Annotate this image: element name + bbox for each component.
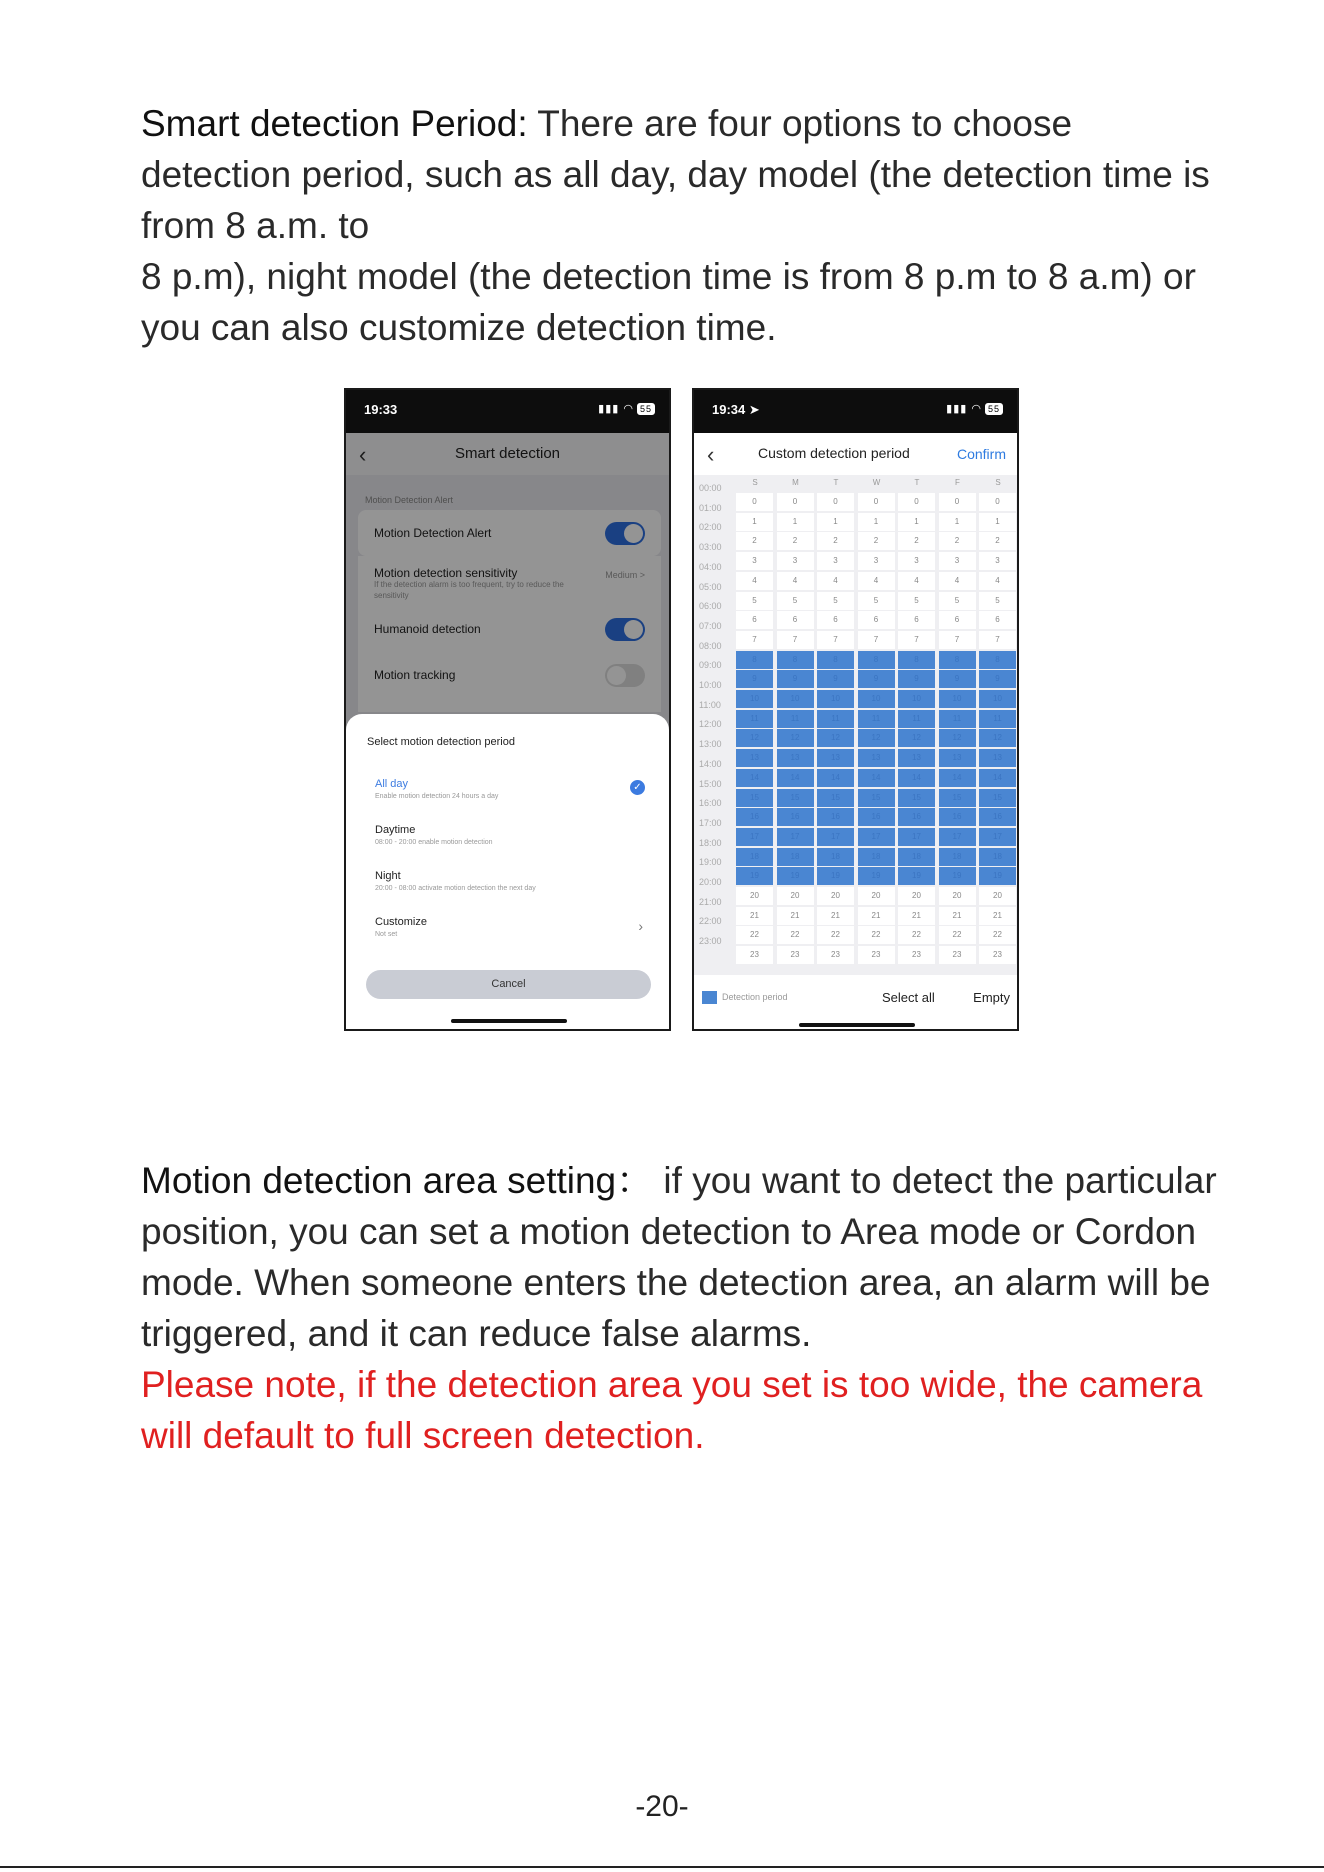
option-sub: Enable motion detection 24 hours a day xyxy=(375,793,499,800)
time-slot-cell[interactable]: 21 xyxy=(777,907,814,925)
schedule-footer xyxy=(694,977,1017,1031)
battery-icon: 55 xyxy=(637,403,655,415)
hour-label: 05:00 xyxy=(699,581,722,592)
time-slot-cell[interactable]: 8 xyxy=(777,651,814,669)
home-indicator xyxy=(451,1019,567,1023)
time-slot-cell[interactable]: 4 xyxy=(939,572,976,590)
time-slot-cell[interactable]: 0 xyxy=(898,493,935,511)
time-slot-cell[interactable]: 15 xyxy=(736,789,773,807)
time-slot-cell[interactable]: 11 xyxy=(939,710,976,728)
time-slot-cell[interactable]: 18 xyxy=(939,848,976,866)
time-slot-cell[interactable]: 13 xyxy=(979,749,1016,767)
legend-swatch xyxy=(702,991,717,1004)
time-slot-cell[interactable]: 11 xyxy=(898,710,935,728)
time-slot-cell[interactable]: 16 xyxy=(858,808,895,826)
hour-label: 14:00 xyxy=(699,758,722,769)
time-slot-cell[interactable]: 17 xyxy=(817,828,854,846)
time-slot-cell[interactable]: 20 xyxy=(736,887,773,905)
time-slot-cell[interactable]: 20 xyxy=(939,887,976,905)
hour-label: 02:00 xyxy=(699,522,722,533)
home-indicator xyxy=(799,1023,915,1027)
back-chevron-icon[interactable]: ‹ xyxy=(707,442,715,467)
time-slot-cell[interactable]: 23 xyxy=(736,946,773,964)
option-label: Customize xyxy=(375,916,427,928)
time-slot-cell[interactable]: 12 xyxy=(736,729,773,747)
time-slot-cell[interactable]: 4 xyxy=(817,572,854,590)
option-label: Night xyxy=(375,870,401,882)
time-slot-cell[interactable]: 2 xyxy=(979,532,1016,550)
time-slot-cell[interactable]: 12 xyxy=(979,729,1016,747)
time-slot-cell[interactable]: 15 xyxy=(979,789,1016,807)
time-slot-cell[interactable]: 11 xyxy=(817,710,854,728)
time-slot-cell[interactable]: 8 xyxy=(979,651,1016,669)
option-label: Daytime xyxy=(375,824,416,836)
time-slot-cell[interactable]: 22 xyxy=(736,926,773,944)
setting-sub: If the detection alarm is too frequent, try to reduce the sensitivity xyxy=(374,580,564,600)
intro-text-2: 8 p.m), night model (the detection time is from 8 p.m to 8 a.m) or you can also customize detection time. xyxy=(141,256,1196,348)
back-chevron-icon[interactable]: ‹ xyxy=(359,442,367,467)
time-slot-cell[interactable]: 23 xyxy=(979,946,1016,964)
hour-label: 09:00 xyxy=(699,660,722,671)
time-slot-cell[interactable]: 14 xyxy=(898,769,935,787)
time-slot-cell[interactable]: 22 xyxy=(817,926,854,944)
time-slot-cell[interactable]: 1 xyxy=(777,513,814,531)
time-slot-cell[interactable]: 19 xyxy=(939,867,976,885)
option-daytime[interactable] xyxy=(375,824,645,846)
hour-label: 12:00 xyxy=(699,719,722,730)
time-slot-cell[interactable]: 17 xyxy=(858,828,895,846)
time-slot-cell[interactable]: 1 xyxy=(736,513,773,531)
time-slot-cell[interactable]: 5 xyxy=(979,592,1016,610)
time-slot-cell[interactable]: 16 xyxy=(939,808,976,826)
time-slot-cell[interactable]: 10 xyxy=(898,690,935,708)
time-slot-cell[interactable]: 2 xyxy=(777,532,814,550)
time-slot-cell[interactable]: 6 xyxy=(777,611,814,629)
checkmark-icon: ✓ xyxy=(630,780,645,795)
signal-wifi-icon: ▮▮▮ ◠ xyxy=(598,403,634,415)
hour-label: 11:00 xyxy=(699,699,721,710)
time-slot-cell[interactable]: 2 xyxy=(817,532,854,550)
time-slot-cell[interactable]: 20 xyxy=(858,887,895,905)
time-slot-cell[interactable]: 2 xyxy=(858,532,895,550)
schedule-grid xyxy=(694,475,1017,975)
time-slot-cell[interactable]: 14 xyxy=(858,769,895,787)
time-slot-cell[interactable]: 7 xyxy=(939,631,976,649)
status-bar xyxy=(694,390,1017,433)
time-slot-cell[interactable]: 0 xyxy=(777,493,814,511)
day-header: F xyxy=(955,478,960,487)
intro-text: There are four options to choose detection period, such as all day, day model (the detection time is from 8 a.m. to xyxy=(141,103,1210,246)
option-customize[interactable] xyxy=(375,916,645,938)
time-slot-cell[interactable]: 15 xyxy=(939,789,976,807)
time-slot-cell[interactable]: 3 xyxy=(898,552,935,570)
day-header: S xyxy=(752,478,758,487)
time-slot-cell[interactable]: 18 xyxy=(777,848,814,866)
status-time: 19:33 xyxy=(364,402,398,417)
time-slot-cell[interactable]: 23 xyxy=(858,946,895,964)
status-icons xyxy=(946,402,1003,415)
time-slot-cell[interactable]: 17 xyxy=(939,828,976,846)
time-slot-cell[interactable]: 2 xyxy=(939,532,976,550)
time-slot-cell[interactable]: 11 xyxy=(736,710,773,728)
time-slot-cell[interactable]: 9 xyxy=(979,670,1016,688)
time-slot-cell[interactable]: 6 xyxy=(736,611,773,629)
time-slot-cell[interactable]: 0 xyxy=(817,493,854,511)
time-slot-cell[interactable]: 11 xyxy=(979,710,1016,728)
time-slot-cell[interactable]: 16 xyxy=(777,808,814,826)
time-slot-cell[interactable]: 1 xyxy=(817,513,854,531)
time-slot-cell[interactable]: 5 xyxy=(898,592,935,610)
time-slot-cell[interactable]: 23 xyxy=(898,946,935,964)
time-slot-cell[interactable]: 5 xyxy=(858,592,895,610)
time-slot-cell[interactable]: 3 xyxy=(817,552,854,570)
custom-period-screenshot xyxy=(692,388,1019,1031)
option-label: All day xyxy=(375,778,409,790)
section-label: Motion Detection Alert xyxy=(365,495,454,505)
day-header: W xyxy=(872,478,881,487)
time-slot-cell[interactable]: 6 xyxy=(939,611,976,629)
time-slot-cell[interactable]: 14 xyxy=(817,769,854,787)
option-all-day[interactable] xyxy=(375,778,645,800)
time-slot-cell[interactable]: 16 xyxy=(736,808,773,826)
time-slot-cell[interactable]: 4 xyxy=(858,572,895,590)
time-slot-cell[interactable]: 6 xyxy=(858,611,895,629)
time-slot-cell[interactable]: 20 xyxy=(898,887,935,905)
time-slot-cell[interactable]: 19 xyxy=(979,867,1016,885)
time-slot-cell[interactable]: 22 xyxy=(939,926,976,944)
time-slot-cell[interactable]: 9 xyxy=(817,670,854,688)
time-slot-cell[interactable]: 0 xyxy=(858,493,895,511)
time-slot-cell[interactable]: 21 xyxy=(979,907,1016,925)
intro-lead: Smart detection Period: xyxy=(141,103,528,144)
time-slot-cell[interactable]: 10 xyxy=(777,690,814,708)
setting-label: Motion tracking xyxy=(374,668,456,682)
cancel-button[interactable]: Cancel xyxy=(366,970,651,999)
nav-title: Custom detection period xyxy=(758,445,910,461)
time-slot-cell[interactable]: 7 xyxy=(777,631,814,649)
hour-label: 19:00 xyxy=(699,857,722,868)
time-slot-cell[interactable]: 7 xyxy=(979,631,1016,649)
time-slot-cell[interactable]: 5 xyxy=(777,592,814,610)
bottom-rule xyxy=(0,1866,1324,1868)
time-slot-cell[interactable]: 3 xyxy=(858,552,895,570)
time-slot-cell[interactable]: 16 xyxy=(817,808,854,826)
time-slot-cell[interactable]: 23 xyxy=(817,946,854,964)
hour-label: 23:00 xyxy=(699,936,722,947)
time-slot-cell[interactable]: 22 xyxy=(979,926,1016,944)
time-slot-cell[interactable]: 21 xyxy=(736,907,773,925)
time-slot-cell[interactable]: 10 xyxy=(736,690,773,708)
status-icons xyxy=(598,402,655,415)
time-slot-cell[interactable]: 5 xyxy=(736,592,773,610)
option-sub: 20:00 - 08:00 activate motion detection the next day xyxy=(375,885,536,892)
time-slot-cell[interactable]: 19 xyxy=(898,867,935,885)
time-slot-cell[interactable]: 10 xyxy=(979,690,1016,708)
status-time: 19:34 ➤ xyxy=(712,402,760,417)
time-slot-cell[interactable]: 20 xyxy=(817,887,854,905)
time-slot-cell[interactable]: 11 xyxy=(777,710,814,728)
time-slot-cell[interactable]: 9 xyxy=(939,670,976,688)
time-slot-cell[interactable]: 8 xyxy=(858,651,895,669)
time-slot-cell[interactable]: 17 xyxy=(736,828,773,846)
time-slot-cell[interactable]: 8 xyxy=(898,651,935,669)
time-slot-cell[interactable]: 21 xyxy=(939,907,976,925)
period-sheet xyxy=(346,714,669,1031)
time-slot-cell[interactable]: 11 xyxy=(858,710,895,728)
setting-label: Humanoid detection xyxy=(374,622,481,636)
time-slot-cell[interactable]: 2 xyxy=(736,532,773,550)
time-slot-cell[interactable]: 7 xyxy=(736,631,773,649)
hour-label: 20:00 xyxy=(699,877,722,887)
legend-label: Detection period xyxy=(722,992,788,1002)
time-slot-cell[interactable]: 15 xyxy=(858,789,895,807)
smart-detection-screenshot xyxy=(344,388,671,1031)
time-slot-cell[interactable]: 22 xyxy=(858,926,895,944)
time-slot-cell[interactable]: 2 xyxy=(898,532,935,550)
time-slot-cell[interactable]: 18 xyxy=(898,848,935,866)
battery-icon: 55 xyxy=(985,403,1003,415)
setting-label: Motion Detection Alert xyxy=(374,526,492,540)
time-slot-cell[interactable]: 3 xyxy=(777,552,814,570)
time-slot-cell[interactable]: 14 xyxy=(939,769,976,787)
hour-label: 22:00 xyxy=(699,916,722,927)
time-slot-cell[interactable]: 7 xyxy=(858,631,895,649)
status-bar xyxy=(346,390,669,433)
time-slot-cell[interactable]: 21 xyxy=(858,907,895,925)
signal-wifi-icon: ▮▮▮ ◠ xyxy=(946,403,982,415)
time-slot-cell[interactable]: 13 xyxy=(858,749,895,767)
time-slot-cell[interactable]: 13 xyxy=(939,749,976,767)
time-slot-cell[interactable]: 1 xyxy=(858,513,895,531)
time-slot-cell[interactable]: 4 xyxy=(898,572,935,590)
time-slot-cell[interactable]: 10 xyxy=(858,690,895,708)
time-slot-cell[interactable]: 3 xyxy=(939,552,976,570)
time-slot-cell[interactable]: 10 xyxy=(817,690,854,708)
hour-label: 10:00 xyxy=(699,680,722,690)
time-slot-cell[interactable]: 10 xyxy=(939,690,976,708)
day-header: T xyxy=(914,478,920,487)
time-slot-cell[interactable]: 16 xyxy=(898,808,935,826)
time-slot-cell[interactable]: 14 xyxy=(736,769,773,787)
time-slot-cell[interactable]: 3 xyxy=(736,552,773,570)
hour-label: 18:00 xyxy=(699,837,722,848)
time-slot-cell[interactable]: 17 xyxy=(898,828,935,846)
hour-label: 08:00 xyxy=(699,640,722,651)
time-slot-cell[interactable]: 0 xyxy=(939,493,976,511)
time-slot-cell[interactable]: 20 xyxy=(777,887,814,905)
time-slot-cell[interactable]: 5 xyxy=(939,592,976,610)
page-number: -20- xyxy=(635,1790,689,1823)
sheet-title: Select motion detection period xyxy=(367,736,515,748)
time-slot-cell[interactable]: 23 xyxy=(939,946,976,964)
time-slot-cell[interactable]: 12 xyxy=(939,729,976,747)
time-slot-cell[interactable]: 16 xyxy=(979,808,1016,826)
time-slot-cell[interactable]: 14 xyxy=(979,769,1016,787)
area-setting-paragraph xyxy=(141,1155,1221,1461)
hour-label: 06:00 xyxy=(699,601,722,612)
nav-title: Smart detection xyxy=(454,445,561,462)
time-slot-cell[interactable]: 23 xyxy=(777,946,814,964)
time-slot-cell[interactable]: 17 xyxy=(777,828,814,846)
time-slot-cell[interactable]: 22 xyxy=(777,926,814,944)
time-slot-cell[interactable]: 6 xyxy=(817,611,854,629)
time-slot-cell[interactable]: 9 xyxy=(898,670,935,688)
time-slot-cell[interactable]: 8 xyxy=(939,651,976,669)
time-slot-cell[interactable]: 15 xyxy=(817,789,854,807)
hour-label: 16:00 xyxy=(699,798,722,809)
time-slot-cell[interactable]: 18 xyxy=(817,848,854,866)
time-slot-cell[interactable]: 9 xyxy=(736,670,773,688)
time-slot-cell[interactable]: 17 xyxy=(979,828,1016,846)
time-slot-cell[interactable]: 9 xyxy=(858,670,895,688)
time-slot-cell[interactable]: 6 xyxy=(979,611,1016,629)
day-header: T xyxy=(833,478,839,487)
time-slot-cell[interactable]: 1 xyxy=(979,513,1016,531)
time-slot-cell[interactable]: 6 xyxy=(898,611,935,629)
time-slot-cell[interactable]: 12 xyxy=(817,729,854,747)
hour-label: 01:00 xyxy=(699,502,722,513)
area-text: if you want to detect the particular position, you can set a motion detection to Area mode or Cordon mode. When someone enters the detection area, an alarm will be triggered, and it can reduce false alarms. xyxy=(141,1160,1217,1354)
time-slot-cell[interactable]: 22 xyxy=(898,926,935,944)
hour-label: 13:00 xyxy=(699,739,722,750)
setting-label: Motion detection sensitivity xyxy=(374,566,518,580)
time-slot-cell[interactable]: 8 xyxy=(817,651,854,669)
time-slot-cell[interactable]: 19 xyxy=(858,867,895,885)
time-slot-cell[interactable]: 1 xyxy=(939,513,976,531)
day-header: S xyxy=(995,478,1001,487)
time-slot-cell[interactable]: 19 xyxy=(817,867,854,885)
time-slot-cell[interactable]: 13 xyxy=(898,749,935,767)
time-slot-cell[interactable]: 13 xyxy=(736,749,773,767)
confirm-button[interactable]: Confirm xyxy=(956,446,1006,462)
hour-label: 21:00 xyxy=(699,896,722,907)
time-slot-cell[interactable]: 13 xyxy=(817,749,854,767)
empty-button[interactable]: Empty xyxy=(973,990,1010,1005)
hour-label: 17:00 xyxy=(699,817,722,828)
sensitivity-value: Medium > xyxy=(605,570,645,580)
hour-label: 04:00 xyxy=(699,561,722,572)
intro-paragraph xyxy=(141,98,1221,353)
select-all-button[interactable]: Select all xyxy=(882,990,935,1005)
time-slot-cell[interactable]: 4 xyxy=(777,572,814,590)
hour-label: 15:00 xyxy=(699,778,722,789)
time-slot-cell[interactable]: 4 xyxy=(979,572,1016,590)
time-slot-cell[interactable]: 18 xyxy=(736,848,773,866)
hour-label: 07:00 xyxy=(699,620,722,631)
time-slot-cell[interactable]: 21 xyxy=(817,907,854,925)
time-slot-cell[interactable]: 5 xyxy=(817,592,854,610)
time-slot-cell[interactable]: 21 xyxy=(898,907,935,925)
chevron-right-icon: › xyxy=(638,918,643,934)
hour-label: 00:00 xyxy=(699,483,722,493)
time-slot-cell[interactable]: 19 xyxy=(736,867,773,885)
time-slot-cell[interactable]: 0 xyxy=(736,493,773,511)
time-slot-cell[interactable]: 3 xyxy=(979,552,1016,570)
time-slot-cell[interactable]: 12 xyxy=(858,729,895,747)
time-slot-cell[interactable]: 13 xyxy=(777,749,814,767)
option-night[interactable] xyxy=(375,870,645,892)
time-slot-cell[interactable]: 19 xyxy=(777,867,814,885)
time-slot-cell[interactable]: 7 xyxy=(817,631,854,649)
nav-bar xyxy=(694,433,1017,475)
hour-label: 03:00 xyxy=(699,542,722,553)
time-slot-cell[interactable]: 0 xyxy=(979,493,1016,511)
time-slot-cell[interactable]: 15 xyxy=(898,789,935,807)
time-slot-cell[interactable]: 8 xyxy=(736,651,773,669)
time-slot-cell[interactable]: 18 xyxy=(858,848,895,866)
area-note: Please note, if the detection area you set is too wide, the camera will default to full screen detection. xyxy=(141,1364,1203,1456)
time-slot-cell[interactable]: 12 xyxy=(898,729,935,747)
time-slot-cell[interactable]: 12 xyxy=(777,729,814,747)
time-slot-cell[interactable]: 9 xyxy=(777,670,814,688)
option-sub: 08:00 - 20:00 enable motion detection xyxy=(375,839,493,846)
time-slot-cell[interactable]: 14 xyxy=(777,769,814,787)
time-slot-cell[interactable]: 1 xyxy=(898,513,935,531)
option-sub: Not set xyxy=(375,931,398,938)
time-slot-cell[interactable]: 18 xyxy=(979,848,1016,866)
area-lead: Motion detection area setting： xyxy=(141,1160,654,1201)
time-slot-cell[interactable]: 4 xyxy=(736,572,773,590)
time-slot-cell[interactable]: 15 xyxy=(777,789,814,807)
time-slot-cell[interactable]: 20 xyxy=(979,887,1016,905)
time-slot-cell[interactable]: 7 xyxy=(898,631,935,649)
day-header: M xyxy=(792,478,799,487)
